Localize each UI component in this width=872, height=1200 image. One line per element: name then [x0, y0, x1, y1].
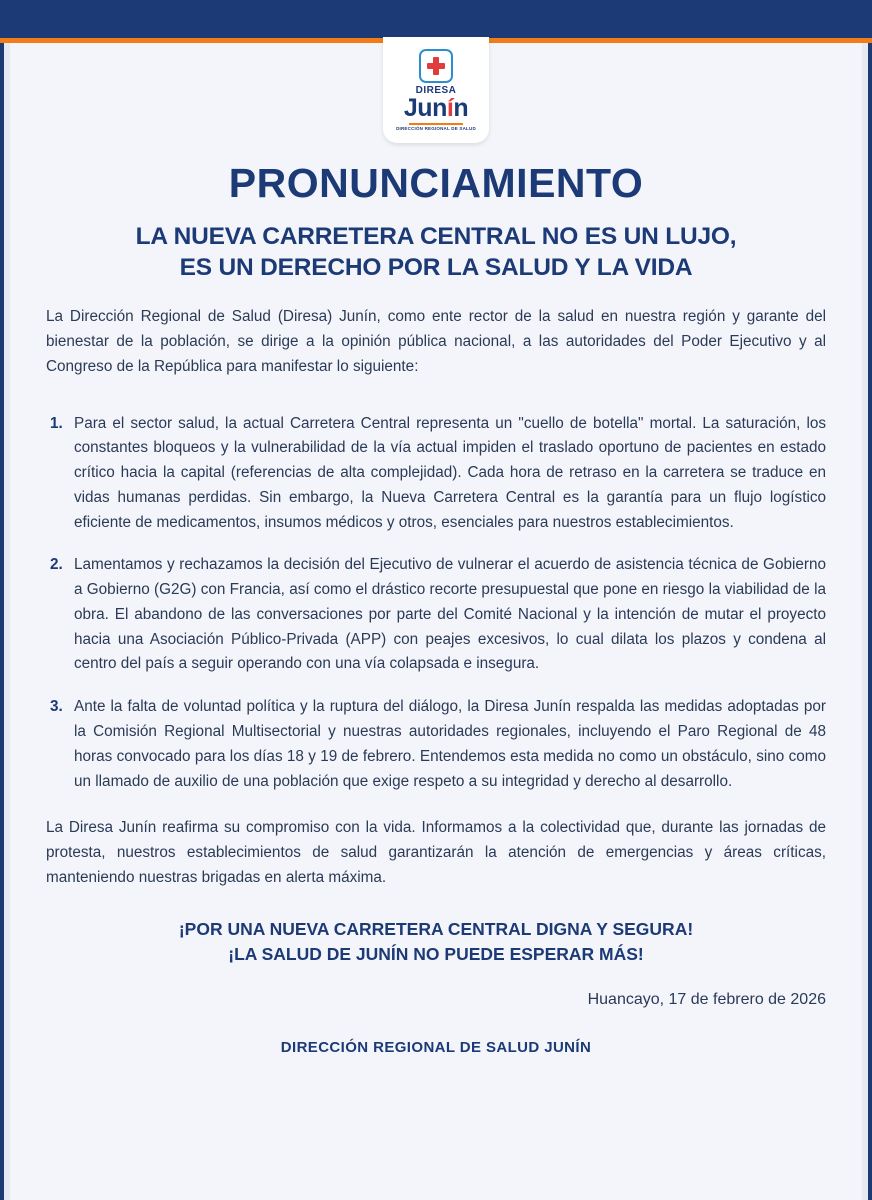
slogan-line-1: ¡POR UNA NUEVA CARRETERA CENTRAL DIGNA Y SEGURA!	[178, 918, 694, 939]
subtitle-line-1: LA NUEVA CARRETERA CENTRAL NO ES UN LUJO,	[135, 223, 737, 250]
list-item	[46, 553, 826, 677]
list-item-text: Ante la falta de voluntad política y la ruptura del diálogo, la Diresa Junín respalda las medidas adoptadas por la Comisión Regional Multisectorial y nuestras autoridades regionales, incluyendo el Paro Regional de 48 horas convocado para los días 18 y 19 de febrero. Entendemos esta medida no como un obstáculo, sino como un llamado de auxilio de una población que exige respeto a su integridad y derecho al desarrollo.	[74, 698, 826, 790]
document-body	[0, 43, 872, 1200]
closing-paragraph: La Diresa Junín reafirma su compromiso con la vida. Informamos a la colectividad que, durante las jornadas de protesta, nuestros establecimientos de salud garantizarán la atención de emergencias y áreas críticas, manteniendo nuestras brigadas en alerta máxima.	[46, 819, 826, 886]
page-subtitle	[46, 222, 826, 283]
list-item-text: Para el sector salud, la actual Carretera Central representa un "cuello de botella" mortal. La saturación, los constantes bloqueos y la vulnerabilidad de la vía actual impiden el traslado oportuno de pacientes en estado crítico hacia la capital (referencias de alta complejidad). Cada hora de retraso en la carretera se traduce en vidas humanas perdidas. Sin embargo, la Nueva Carretera Central es la garantía para un flujo logístico eficiente de medicamentos, insumos médicos y otros, esenciales para nuestros establecimientos.	[74, 414, 826, 531]
logo-junin-text: Junín	[403, 93, 469, 122]
numbered-statement-list	[46, 394, 826, 795]
diresa-junin-logo	[383, 37, 489, 143]
list-item-number: 1.	[50, 414, 63, 432]
signature-line: DIRECCIÓN REGIONAL DE SALUD JUNÍN	[280, 1039, 592, 1057]
list-item-number: 3.	[50, 698, 63, 716]
intro-paragraph: La Dirección Regional de Salud (Diresa) Junín, como ente rector de la salud en nuestra región y garante del bienestar de la población, se dirige a la opinión pública nacional, a las autoridades del Poder Ejecutivo y al Congreso de la República para manifestar lo siguiente:	[46, 308, 826, 375]
bottom-spacer	[46, 1056, 826, 1200]
list-item	[46, 412, 826, 536]
list-item-number: 2.	[50, 556, 63, 574]
medical-cross-icon	[419, 49, 453, 83]
place-and-date: Huancayo, 17 de febrero de 2026	[587, 991, 826, 1009]
top-navy-band	[0, 0, 872, 38]
list-item	[46, 695, 826, 794]
subtitle-line-2: ES UN DERECHO POR LA SALUD Y LA VIDA	[179, 253, 693, 281]
logo-subtext: DIRECCIÓN REGIONAL DE SALUD	[396, 125, 476, 131]
logo-accent-letter: í	[446, 93, 454, 122]
list-item-text: Lamentamos y rechazamos la decisión del Ejecutivo de vulnerar el acuerdo de asistencia técnica de Gobierno a Gobierno (G2G) con Francia, así como el drástico recorte presupuestal que pone en riesgo la viabilidad de la obra. El abandono de las conversaciones por parte del Comité Nacional y la intención de mutar el proyecto hacia una Asociación Público-Privada (APP) con peajes excesivos, lo cual dilata los plazos y condena al centro del país a seguir operando con una vía colapsada e insegura.	[74, 556, 826, 673]
slogan	[46, 917, 826, 968]
slogan-line-2: ¡LA SALUD DE JUNÍN NO PUEDE ESPERAR MÁS!	[228, 943, 644, 964]
page-title: PRONUNCIAMIENTO	[228, 160, 644, 206]
logo-underline	[409, 123, 463, 125]
logo-diresa-text: DIRESA	[415, 84, 457, 96]
